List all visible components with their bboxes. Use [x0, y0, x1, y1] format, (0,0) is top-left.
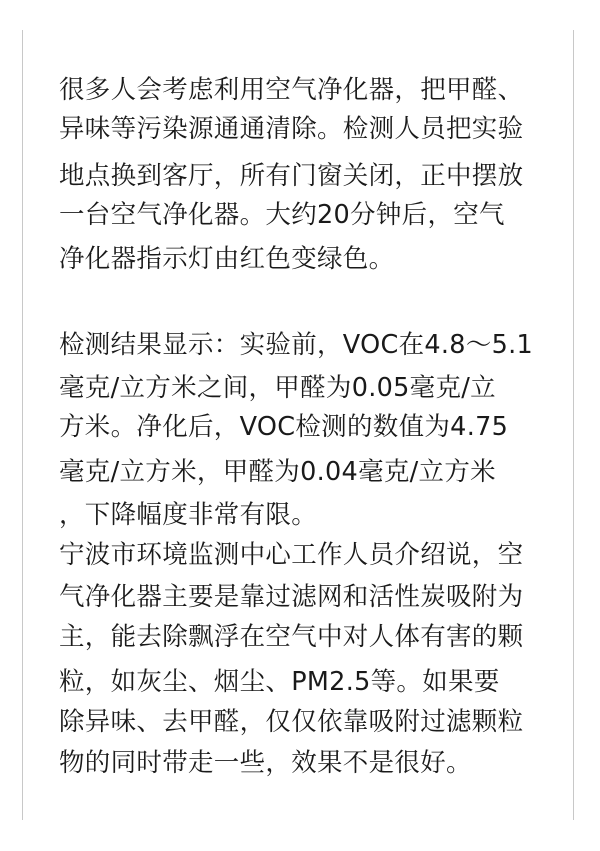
- text-line: ，下降幅度非常有限。: [59, 500, 318, 530]
- text-line: 气净化器主要是靠过滤网和活性炭吸附为: [59, 582, 524, 612]
- text-line: 毫克/立方米，甲醛为0.04毫克/立方米: [59, 457, 496, 487]
- text-line: 粒，如灰尘、烟尘、PM2.5等。如果要: [59, 667, 500, 697]
- text-line: 净化器指示灯由红色变绿色。: [59, 244, 395, 274]
- text-line: 地点换到客厅，所有门窗关闭，正中摆放: [59, 161, 524, 191]
- text-line: 宁波市环境监测中心工作人员介绍说，空: [59, 540, 524, 570]
- text-line: 很多人会考虑利用空气净化器，把甲醛、: [59, 75, 524, 105]
- text-line: 除异味、去甲醛，仅仅依靠吸附过滤颗粒: [59, 707, 524, 737]
- text-line: 方米。净化后，VOC检测的数值为4.75: [59, 412, 509, 442]
- text-line: 主，能去除飘浮在空气中对人体有害的颗: [59, 622, 524, 652]
- text-line: 异味等污染源通通清除。检测人员把实验: [59, 114, 524, 144]
- text-line: 毫克/立方米之间，甲醛为0.05毫克/立: [59, 373, 496, 403]
- text-line: 一台空气净化器。大约20分钟后，空气: [59, 200, 505, 230]
- text-line: 物的同时带走一些，效果不是很好。: [59, 748, 472, 778]
- text-line: 检测结果显示：实验前，VOC在4.8～5.1: [59, 330, 534, 360]
